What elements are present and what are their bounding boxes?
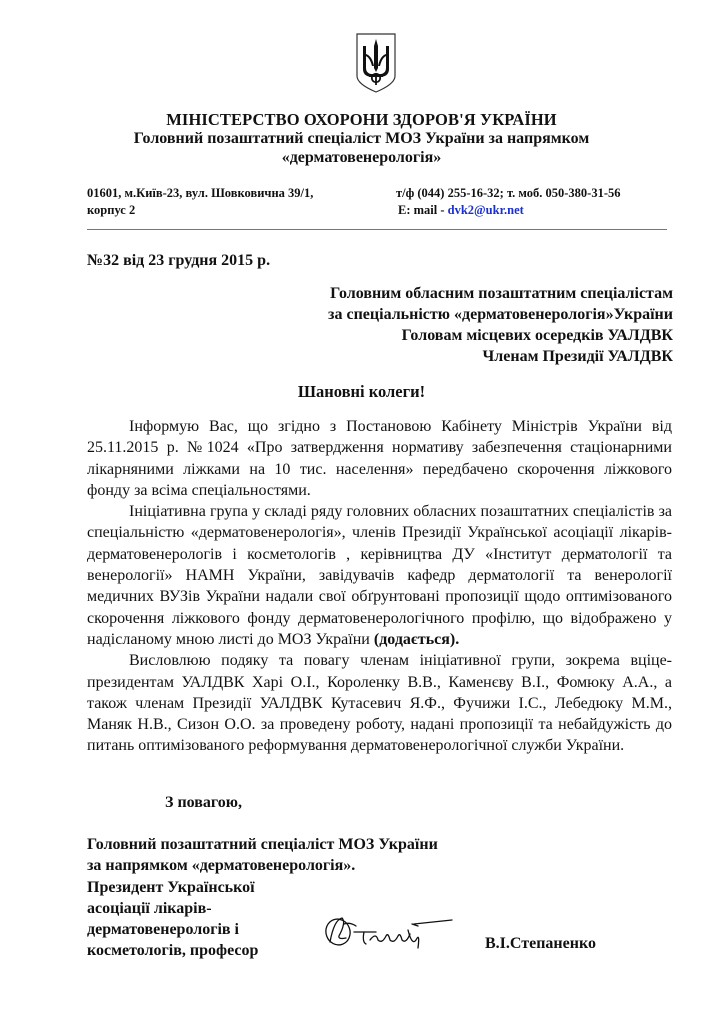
- closing-regards: З повагою,: [165, 794, 242, 811]
- email-label: E: mail -: [398, 203, 448, 217]
- signer-title-line: Головний позаштатний спеціаліст МОЗ України: [87, 836, 438, 853]
- email-link[interactable]: dvk2@ukr.net: [447, 203, 524, 217]
- signer-title-line: за напрямком «дерматовенерологія».: [87, 857, 356, 875]
- paragraph-1: Інформую Вас, що згідно з Постановою Кабінету Міністрів України від 25.11.2015 р. №1024 «Про затвердження нормативу забезпечення стаціонарними лікарняними ліжками на 10 тис. населення» передбачено скорочення ліжкового фонду за всіма спеціальностями.: [87, 418, 672, 499]
- addressee-line: Головам місцевих осередків УАЛДВК: [401, 327, 673, 344]
- position-title-line1: Головний позаштатний спеціаліст МОЗ України за напрямком: [133, 130, 590, 147]
- paragraph-3: Висловлюю подяку та повагу членам ініціативної групи, зокрема вціце-президентам УАЛДВК Харі О.І., Короленку В.В., Каменєву В.І., Фомюку А.А., а також членам Президії УАЛДВК Кутасевич Я.Ф., Фучижи І.С., Лебедюку М.М., Маняк Н.В., Сизон О.О. за проведену роботу, надані пропозиції та небайдужість до питань оптимізованого реформування дерматовенерологічної служби України.: [87, 652, 672, 755]
- addressee-line: Членам Президії УАЛДВК: [482, 348, 673, 365]
- addressee-line: Головним обласним позаштатним спеціалістам: [330, 285, 673, 302]
- addressees-block: [328, 283, 673, 367]
- attachment-note: (додається).: [373, 630, 460, 648]
- paragraph-2-text: Ініціативна група у складі ряду головних обласних позаштатних спеціалістів за спеціальністю «дерматовенерологія», членів Президії Української асоціації лікарів-дерматовенерологів і косметологів , керівництва ДУ «Інститут дерматології та венерології» НАМН України, завідувачів кафедр дерматології та венерології медичних ВУЗів України надали свої обґрунтовані пропозиції щодо оптимізованого скорочення ліжкового фонду дерматовенерологічного профілю, що відображено у надісланому мною листі до МОЗ України: [87, 503, 672, 648]
- signer-title-line: Президент Української: [87, 878, 255, 896]
- signer-name: В.І.Степаненко: [485, 935, 596, 952]
- greeting: Шановні колеги!: [297, 382, 426, 401]
- address-line1: 01601, м.Київ-23, вул. Шовковична 39/1,: [87, 186, 314, 200]
- signer-title-line: асоціації лікарів-: [87, 899, 212, 917]
- handwritten-signature-icon: [320, 902, 460, 956]
- position-title-line2: «дерматовенерологія»: [281, 149, 442, 166]
- registration-number: №32 від 23 грудня 2015 р.: [87, 252, 271, 269]
- header-divider: [87, 229, 667, 230]
- signer-title-line: косметологів, професор: [87, 942, 259, 960]
- signer-title-line: дерматовенерологів і: [87, 921, 239, 939]
- trident-coat-of-arms-icon: [355, 32, 397, 94]
- addressee-line: за спеціальністю «дерматовенерологія»України: [328, 306, 673, 323]
- ministry-title: МІНІСТЕРСТВО ОХОРОНИ ЗДОРОВ'Я УКРАЇНИ: [166, 110, 557, 129]
- paragraph-2: [87, 501, 672, 650]
- phone-numbers: т/ф (044) 255-16-32; т. моб. 050-380-31-56: [396, 186, 621, 200]
- email-line: [398, 203, 524, 218]
- letter-body: [87, 416, 672, 757]
- address-line2: корпус 2: [87, 203, 136, 217]
